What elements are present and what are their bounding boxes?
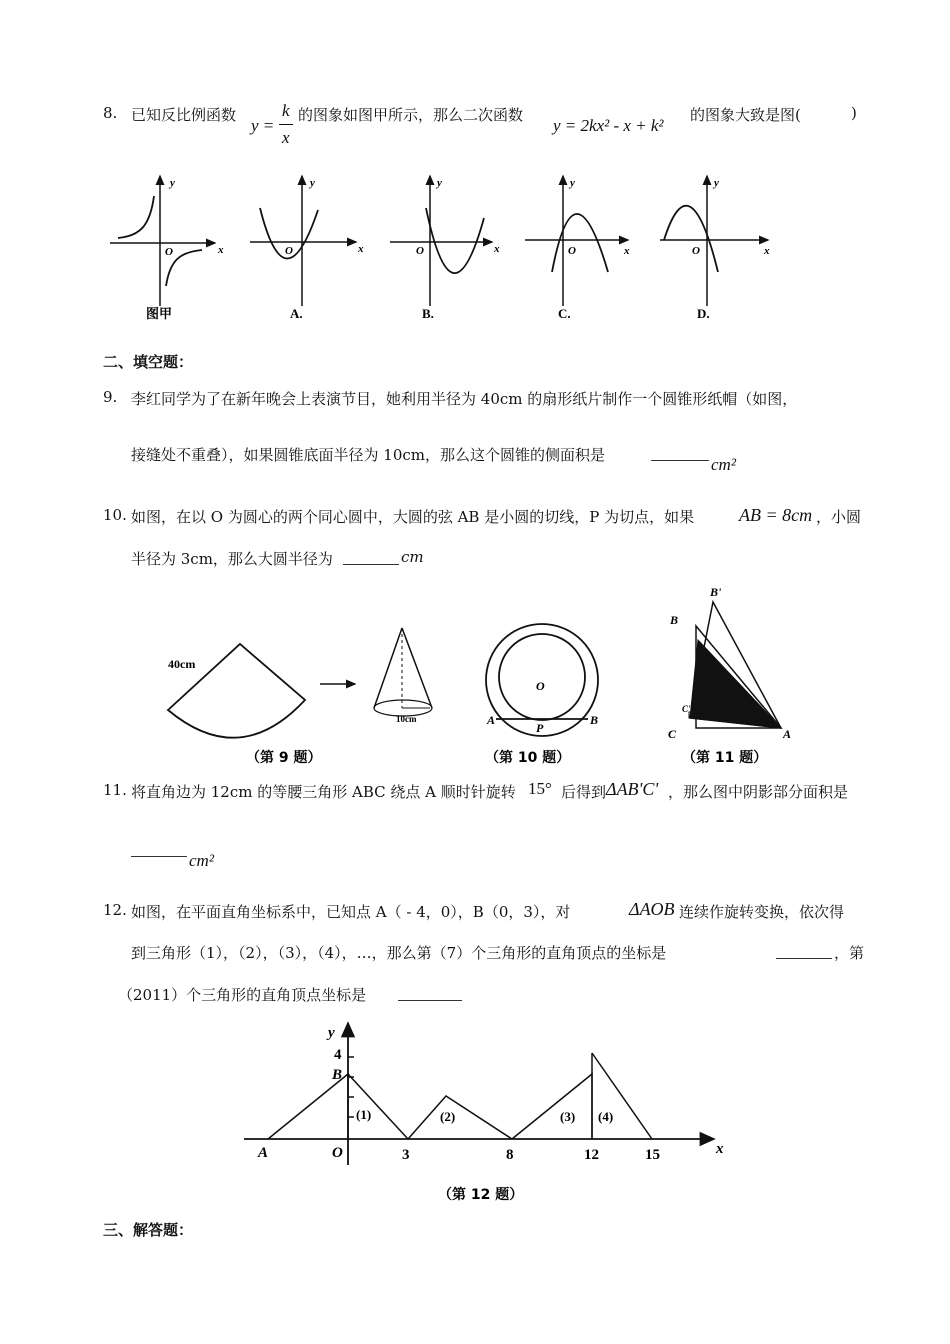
fig9-cone [374,628,432,724]
q12-tri-label-3: (3) [560,1109,576,1124]
fig10-caption: （第 10 题） [485,750,571,766]
graph-c-x: x [624,245,630,257]
q11-angle: 15° [528,779,552,798]
q9-answer-blank[interactable] [651,459,709,461]
fig10-label-p: P [536,721,544,735]
section-2-heading: 二、填空题： [103,353,194,371]
q12-x-tick-12: 12 [584,1147,599,1163]
q12-tri-label-4: (4) [598,1109,614,1124]
q12-line1: 如图，在平面直角坐标系中，已知点 A（ - 4，0），B（0，3），对 [131,903,571,921]
q10-line2: 半径为 3cm，那么大圆半径为 [131,550,333,568]
graph-jia-label: 图甲 [146,307,173,322]
graph-a-o: O [285,245,293,257]
q11-number: 11. [103,781,127,799]
q12-label-b: B [332,1067,343,1083]
q11-line1-c: ，那么图中阴影部分面积是 [668,783,849,801]
fig11-triangles [668,585,791,741]
q10-answer-blank[interactable] [343,563,399,565]
fig11-label-b-prime: B' [710,585,722,599]
q9-line1: 李红同学为了在新年晚会上表演节目，她利用半径为 40cm 的扇形纸片制作一个圆锥形纸帽（如图， [131,390,798,408]
q11-unit: cm² [189,851,214,870]
graph-d-y: y [714,177,719,189]
fig11-label-b: B [670,613,679,627]
q8-frac-lhs: y = [251,116,275,135]
q11-line1-b: 后得到 [561,783,607,801]
q9-unit: cm² [711,455,736,474]
graph-c [525,176,630,321]
q9-line2: 接缝处不重叠），如果圆锥底面半径为 10cm，那么这个圆锥的侧面积是 [131,446,605,464]
q12-number: 12. [103,901,127,919]
fig11-label-a: A [783,727,792,741]
q12-line3: （2011）个三角形的直角顶点坐标是 [118,986,367,1004]
fig9-caption: （第 9 题） [246,750,322,766]
q8-frac-num: k [282,101,290,120]
graph-b-y: y [437,177,442,189]
q8-number: 8. [103,104,118,122]
graph-a [250,176,364,321]
q11-answer-blank[interactable] [131,855,187,857]
fig9-base-label: 10cm [396,714,417,724]
graph-jia-x: x [218,244,224,256]
q12-axis-x: x [716,1141,724,1157]
q8-graphs [100,168,790,328]
section-3-heading: 三、解答题： [103,1221,194,1239]
q10-line1: 如图，在以 O 为圆心的两个同心圆中，大圆的弦 AB 是小圆的切线，P 为切点，如果 [131,508,695,526]
fig11-label-c: C [668,727,677,741]
fig10-label-o: O [536,679,545,693]
q11-line1: 将直角边为 12cm 的等腰三角形 ABC 绕点 A 顺时针旋转 [131,783,516,801]
fig10-label-b: B [590,713,599,727]
graph-b-label: B. [422,306,434,321]
q8-frac-den: x [282,128,290,147]
graph-b [390,176,500,321]
q9-number: 9. [103,388,118,406]
fig9-radius-label: 40cm [168,657,196,671]
q10-unit: cm [401,548,424,566]
q12-x-tick-3: 3 [402,1147,410,1163]
q12-answer-blank-1[interactable] [776,957,832,959]
q12-y-tick-4: 4 [334,1047,342,1063]
graph-b-x: x [494,243,500,255]
graph-jia-o: O [165,246,173,258]
q8-text-b: 的图象如图甲所示，那么二次函数 [298,106,524,124]
fig10-label-a: A [487,713,496,727]
q12-answer-blank-2[interactable] [398,999,462,1001]
graph-a-y: y [310,177,315,189]
q10-condition: AB = 8cm [739,505,813,525]
graph-jia [110,176,224,322]
figures-9-10-11 [150,580,810,770]
graph-c-label: C. [558,306,571,321]
q12-figure [230,1015,740,1215]
q8-text-d: ) [851,104,857,122]
q12-label-a: A [258,1145,269,1161]
q12-label-o: O [332,1145,343,1161]
q10-line1-end: ，小圆 [816,508,862,526]
q11-triangle: ΔAB'C' [606,779,659,799]
q12-line2-end: ，第 [834,944,865,962]
q12-caption: （第 12 题） [438,1187,524,1203]
fig11-caption: （第 11 题） [682,750,768,766]
q12-x-tick-8: 8 [506,1147,514,1163]
q8-quadratic: y = 2kx² - x + k² [553,116,664,135]
q12-line1-end: 连续作旋转变换，依次得 [679,903,845,921]
q12-line2: 到三角形（1），（2），（3），（4），…，那么第（7）个三角形的直角顶点的坐标是 [131,944,667,962]
q12-axis-y: y [328,1025,335,1041]
graph-d-label: D. [697,306,710,321]
graph-d-o: O [692,245,700,257]
graph-c-y: y [570,177,575,189]
q12-tri-label-2: (2) [440,1109,456,1124]
graph-a-label: A. [290,306,303,321]
q8-frac-bar [279,124,293,125]
q10-number: 10. [103,506,127,524]
graph-d [660,176,770,321]
q12-triangle: ΔAOB [629,899,675,919]
graph-d-x: x [764,245,770,257]
q8-text-a: 已知反比例函数 [131,106,237,124]
fig10-circles [486,624,598,736]
q12-tri-label-1: (1) [356,1107,372,1122]
fig11-label-c-prime: C' [682,704,691,714]
graph-b-o: O [416,245,424,257]
graph-a-x: x [358,243,364,255]
q8-text-c: 的图象大致是图( [690,106,801,124]
fig9-sector [168,644,305,738]
graph-c-o: O [568,245,576,257]
q12-x-tick-15: 15 [645,1147,660,1163]
graph-jia-y: y [170,177,175,189]
